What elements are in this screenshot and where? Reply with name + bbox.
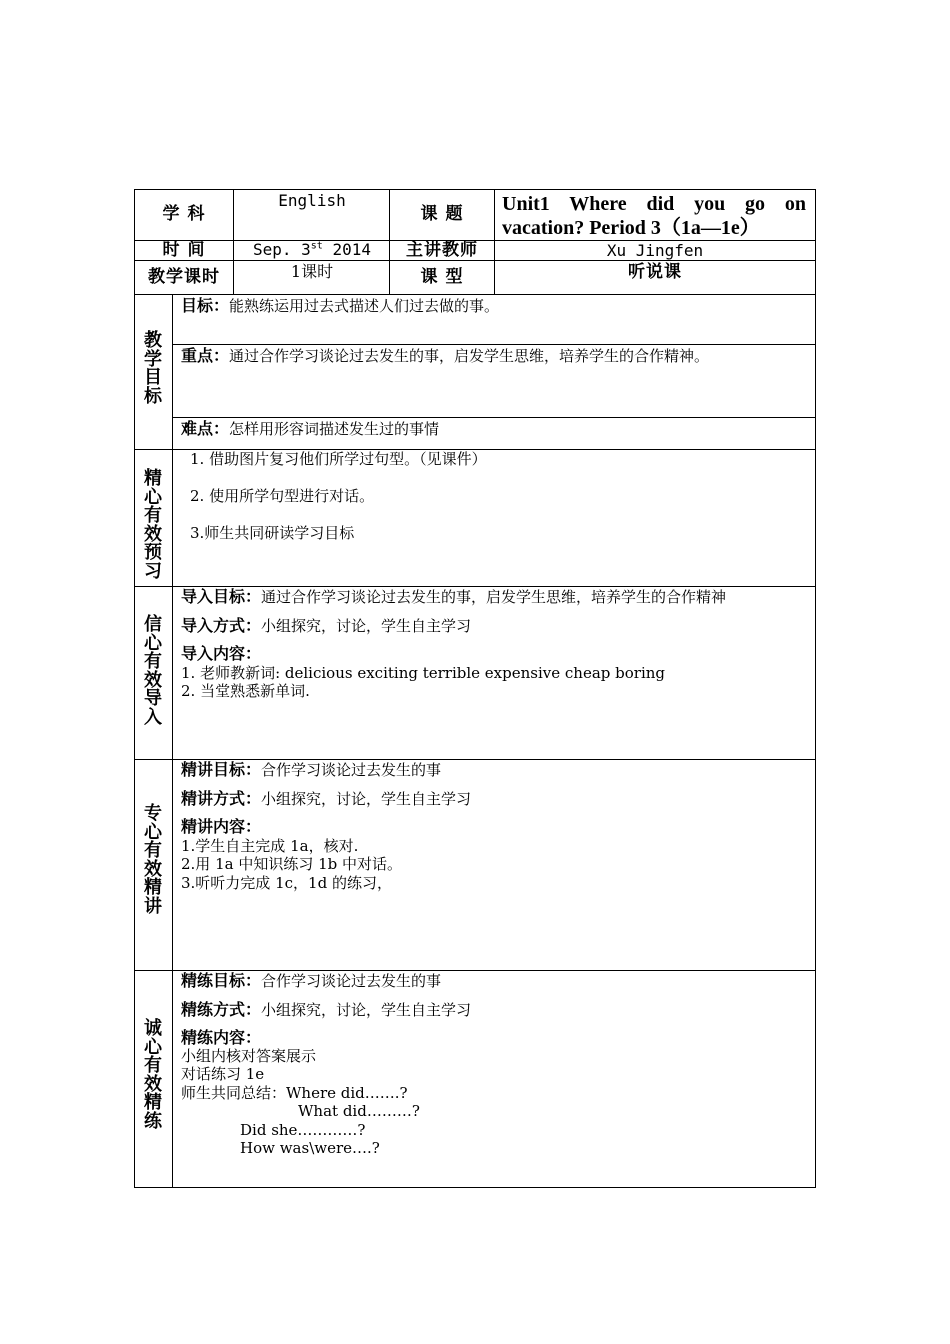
time-value-main: Sep. 3 xyxy=(252,240,311,259)
time-value xyxy=(234,240,390,260)
subject-label: 学 科 xyxy=(162,204,206,224)
goals-difficulty-text: 怎样用形容词描述发生过的事情 xyxy=(229,420,440,438)
intro-side-label: 信心有效导入 xyxy=(144,614,162,728)
practice-content-line: What did………? xyxy=(298,1102,420,1120)
lecture-goal-text: 合作学习谈论过去发生的事 xyxy=(261,761,442,779)
lecture-content-label-row xyxy=(181,818,261,836)
lecture-method-label: 精讲方式： xyxy=(181,789,262,808)
topic-label: 课 题 xyxy=(420,204,464,224)
goals-key-text: 通过合作学习谈论过去发生的事，启发学生思维，培养学生的合作精神。 xyxy=(229,347,710,365)
hours-label: 教学课时 xyxy=(148,267,220,287)
goals-target-row xyxy=(181,297,499,315)
intro-method-label: 导入方式： xyxy=(181,616,262,635)
lecture-method-row xyxy=(181,790,471,808)
lecture-method-text: 小组探究，讨论，学生自主学习 xyxy=(261,790,472,808)
preview-item: 1. 借助图片复习他们所学过句型。（见课件） xyxy=(190,450,487,468)
practice-method-text: 小组探究，讨论，学生自主学习 xyxy=(261,1001,472,1019)
row-divider xyxy=(134,294,816,295)
lecture-goal-row xyxy=(181,761,441,779)
table-border-top xyxy=(134,189,816,190)
lecture-content-line: 2.用 1a 中知识练习 1b 中对话。 xyxy=(181,855,403,873)
preview-item: 2. 使用所学句型进行对话。 xyxy=(190,487,375,505)
side-col-divider xyxy=(172,294,173,1188)
lecture-side-label: 专心有效精讲 xyxy=(144,803,162,917)
practice-content-line: How was\were….? xyxy=(240,1139,380,1157)
practice-goal-row xyxy=(181,972,441,990)
intro-content-line: 1. 老师教新词: delicious exciting terrible expensive cheap boring xyxy=(181,664,666,682)
hours-value: 1课时 xyxy=(290,262,334,281)
practice-content-line: 师生共同总结：Where did…….? xyxy=(181,1084,408,1102)
goals-inner-divider xyxy=(172,344,816,345)
practice-goal-label: 精练目标： xyxy=(181,971,262,990)
preview-side-label: 精心有效预习 xyxy=(144,468,162,582)
intro-content-label-row xyxy=(181,645,261,663)
topic-value: Unit1 Where did you go on vacation? Period 3（1a—1e） xyxy=(502,193,806,239)
goals-difficulty-label: 难点： xyxy=(181,419,230,438)
goals-difficulty-row xyxy=(181,420,439,438)
lecture-goal-label: 精讲目标： xyxy=(181,760,262,779)
goals-target-label: 目标： xyxy=(181,296,230,315)
practice-content-line: 小组内核对答案展示 xyxy=(181,1047,317,1065)
time-value-year: 2014 xyxy=(322,240,371,259)
intro-content-label: 导入内容： xyxy=(181,644,262,663)
intro-content-line: 2. 当堂熟悉新单词. xyxy=(181,682,310,700)
type-label: 课 型 xyxy=(420,267,464,287)
practice-goal-text: 合作学习谈论过去发生的事 xyxy=(261,972,442,990)
intro-method-text: 小组探究，讨论，学生自主学习 xyxy=(261,617,472,635)
type-value: 听说课 xyxy=(628,262,682,282)
teacher-label: 主讲教师 xyxy=(406,240,478,260)
table-border-right xyxy=(815,189,816,1188)
practice-method-label: 精练方式： xyxy=(181,1000,262,1019)
lecture-content-line: 1.学生自主完成 1a，核对. xyxy=(181,837,359,855)
goals-side-label: 教学目标 xyxy=(144,330,162,407)
practice-content-label: 精练内容： xyxy=(181,1028,262,1047)
time-label: 时 间 xyxy=(162,240,206,260)
practice-content-label-row xyxy=(181,1029,261,1047)
intro-method-row xyxy=(181,617,471,635)
practice-content-line: Did she…………? xyxy=(240,1121,366,1139)
teacher-value: Xu Jingfen xyxy=(606,241,704,260)
practice-method-row xyxy=(181,1001,471,1019)
goals-key-row xyxy=(181,347,709,365)
subject-value: English xyxy=(278,191,346,210)
preview-item: 3.师生共同研读学习目标 xyxy=(190,524,355,542)
goals-key-label: 重点： xyxy=(181,346,230,365)
table-border-bottom xyxy=(134,1187,816,1188)
intro-goal-text: 通过合作学习谈论过去发生的事，启发学生思维，培养学生的合作精神 xyxy=(261,588,727,606)
time-value-sup: st xyxy=(310,240,323,252)
practice-content-line: 对话练习 1e xyxy=(181,1065,265,1083)
intro-goal-row xyxy=(181,588,726,606)
practice-side-label: 诚心有效精练 xyxy=(144,1018,162,1132)
lecture-content-line: 3.听听力完成 1c，1d 的练习， xyxy=(181,874,392,892)
lecture-content-label: 精讲内容： xyxy=(181,817,262,836)
goals-inner-divider xyxy=(172,417,816,418)
goals-target-text: 能熟练运用过去式描述人们过去做的事。 xyxy=(229,297,500,315)
intro-goal-label: 导入目标： xyxy=(181,587,262,606)
table-border-left xyxy=(134,189,135,1188)
